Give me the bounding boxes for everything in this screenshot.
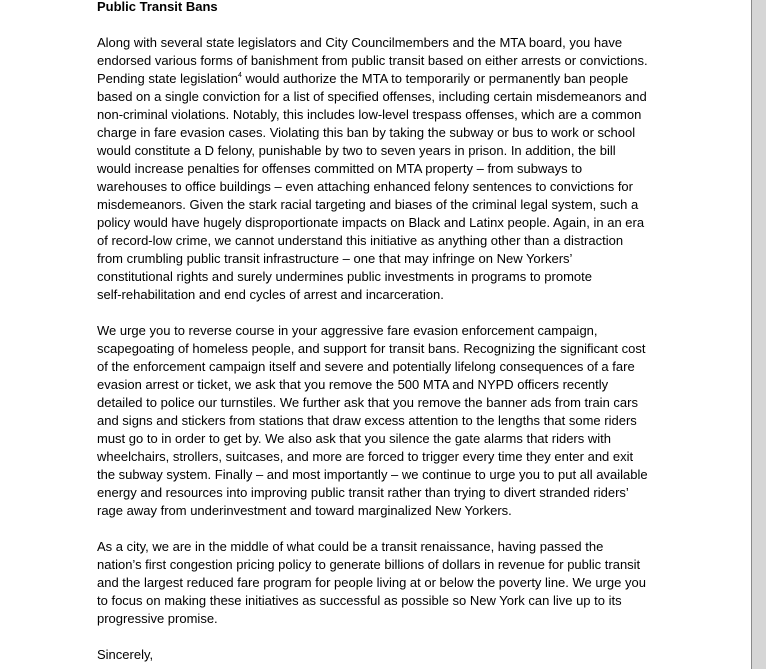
text-segment: Pending state legislation xyxy=(97,71,238,86)
text-line: nation’s first congestion pricing policy to generate billions of dollars in revenue for public transit xyxy=(97,557,641,572)
text-line: would increase penalties for offenses committed on MTA property – from subways to xyxy=(97,161,583,176)
text-line: progressive promise. xyxy=(97,611,218,626)
text-line: non-criminal violations. Notably, this includes low-level trespass offenses, which are a common xyxy=(97,107,642,122)
text-line: scapegoating of homeless people, and support for transit bans. Recognizing the significant cost xyxy=(97,341,646,356)
section-heading: Public Transit Bans xyxy=(97,0,218,14)
text-line: Along with several state legislators and City Councilmembers and the MTA board, you have xyxy=(97,35,623,50)
text-line: of record-low crime, we cannot understand this initiative as anything other than a distraction xyxy=(97,233,624,248)
paragraph-renaissance xyxy=(97,538,663,628)
text-line: would constitute a D felony, punishable by two to seven years in prison. In addition, the bill xyxy=(97,143,616,158)
text-line: based on a single conviction for a list of specified offenses, including certain misdemeanors and xyxy=(97,89,647,104)
text-line: evasion arrest or ticket, we ask that you remove the 500 MTA and NYPD officers recently xyxy=(97,377,609,392)
text-line: As a city, we are in the middle of what could be a transit renaissance, having passed the xyxy=(97,539,604,554)
text-line: misdemeanors. Given the stark racial targeting and biases of the criminal legal system, such a xyxy=(97,197,639,212)
footnote-marker[interactable]: 4 xyxy=(237,72,242,79)
text-line: warehouses to office buildings – even attaching enhanced felony sentences to convictions for xyxy=(97,179,633,194)
text-segment: would authorize the MTA to temporarily or permanently ban people xyxy=(241,71,629,86)
text-line: We urge you to reverse course in your aggressive fare evasion enforcement campaign, xyxy=(97,323,598,338)
paragraph-requests xyxy=(97,322,663,520)
text-line: self-rehabilitation and end cycles of arrest and incarceration. xyxy=(97,287,444,302)
text-line: must go to in order to get by. We also ask that you silence the gate alarms that riders with xyxy=(97,431,611,446)
text-line: detailed to police our turnstiles. We further ask that you remove the banner ads from train cars xyxy=(97,395,638,410)
text-line: the subway system. Finally – and most importantly – we continue to urge you to put all available xyxy=(97,467,648,482)
text-line: and signs and stickers from stations that draw excess attention to the lengths that some riders xyxy=(97,413,637,428)
text-line: of the enforcement campaign itself and severe and potentially lifelong consequences of a fare xyxy=(97,359,635,374)
text-line: wheelchairs, strollers, suitcases, and more are forced to trigger every time they enter and exit xyxy=(97,449,634,464)
viewer-gutter xyxy=(752,0,766,669)
text-line: energy and resources into improving public transit rather than trying to divert stranded riders’ xyxy=(97,485,629,500)
text-line: from crumbling public transit infrastructure – one that may infringe on New Yorkers’ xyxy=(97,251,573,266)
closing-salutation: Sincerely, xyxy=(97,647,154,662)
text-line: endorsed various forms of banishment from public transit based on either arrests or convictions. xyxy=(97,53,648,68)
text-line: policy would have hugely disproportionate impacts on Black and Latinx people. Again, in an era xyxy=(97,215,645,230)
text-line: constitutional rights and surely undermines public investments in programs to promote xyxy=(97,269,592,284)
text-line: rage away from underinvestment and toward marginalized New Yorkers. xyxy=(97,503,512,518)
text-line xyxy=(97,70,663,88)
text-line: and the largest reduced fare program for people living at or below the poverty line. We urge you xyxy=(97,575,646,590)
text-line: to focus on making these initiatives as successful as possible so New York can live up to its xyxy=(97,593,622,608)
paragraph-transit-bans xyxy=(97,34,663,304)
text-line: charge in fare evasion cases. Violating this ban by taking the subway or bus to work or school xyxy=(97,125,636,140)
